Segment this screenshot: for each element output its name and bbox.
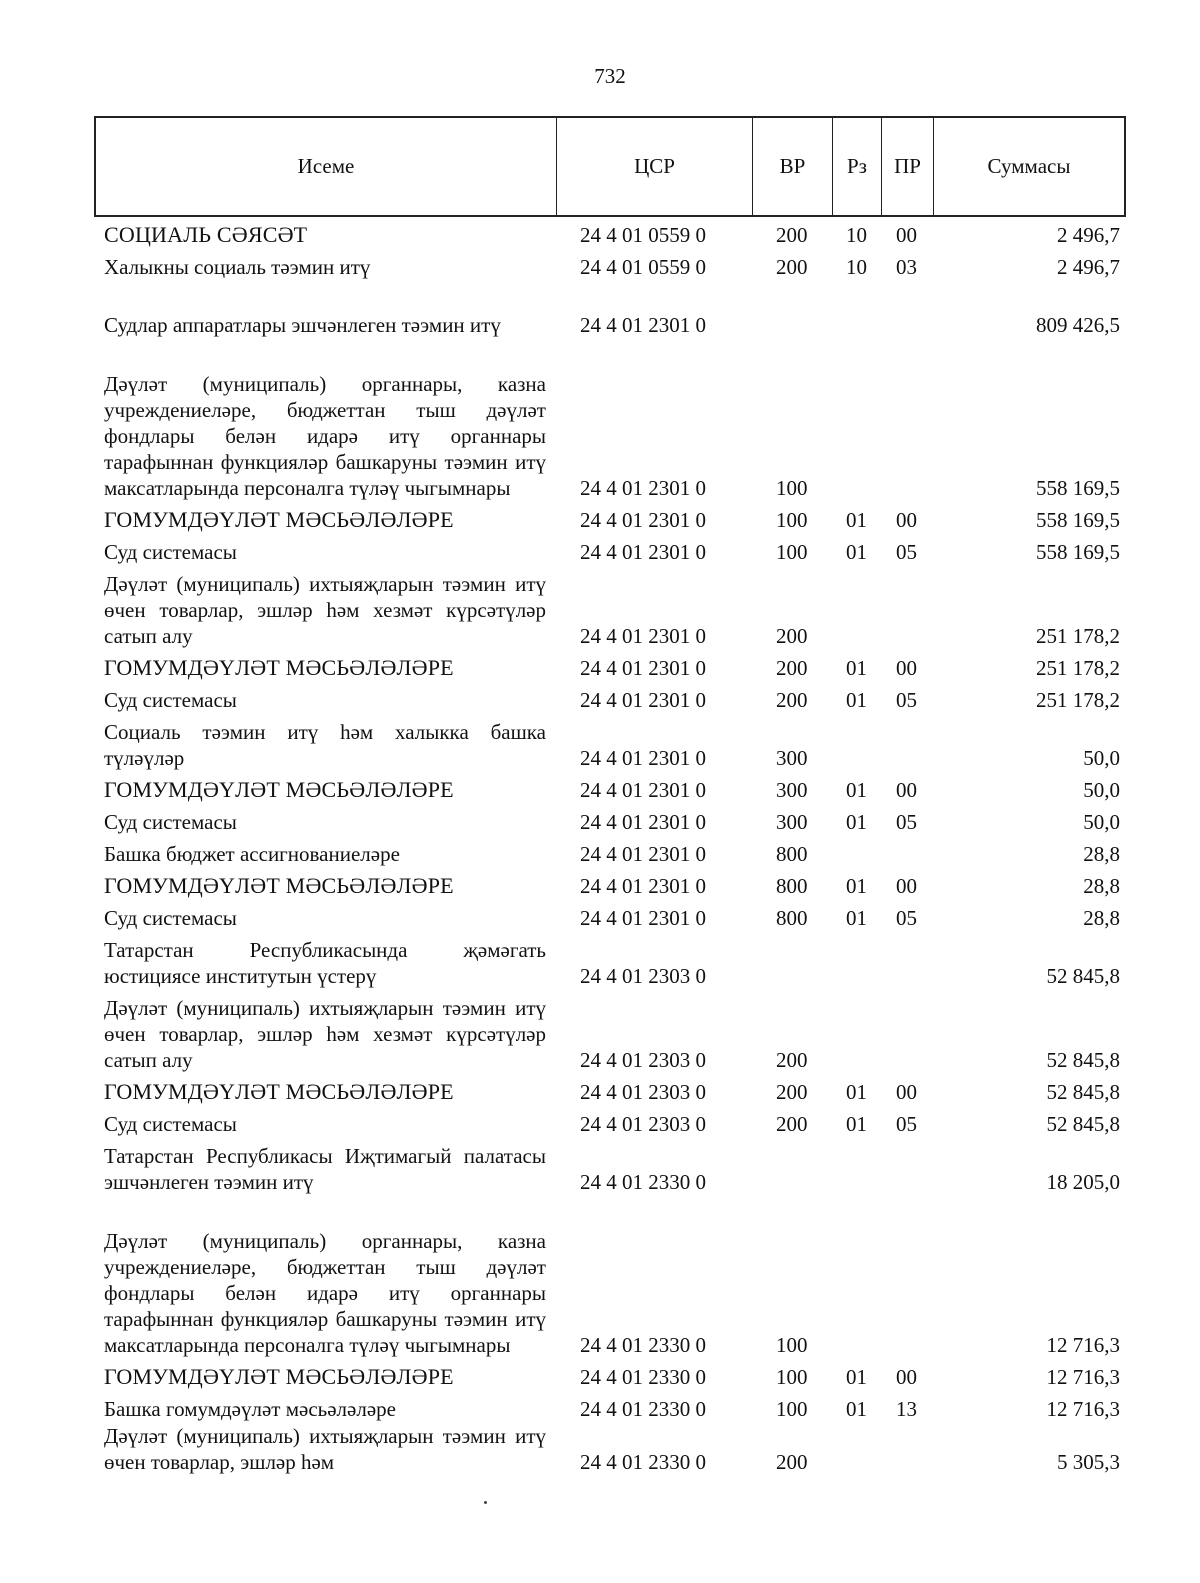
row-sum: 52 845,8 — [1046, 1112, 1120, 1136]
row-name: Татарстан Республикасында җәмәгать юстициясе институтын үстерү — [104, 938, 546, 988]
row-sum: 809 426,5 — [1036, 313, 1120, 337]
row-rz: 01 — [846, 1365, 867, 1389]
row-vr: 100 — [776, 540, 808, 564]
table-row — [0, 803, 1200, 835]
row-csr: 24 4 01 2301 0 — [580, 656, 706, 680]
row-pr: 00 — [896, 223, 917, 247]
row-rz: 01 — [846, 1080, 867, 1104]
row-name: Татарстан Республикасы Иҗтимагый палатасы эшчәнлеген тәэмин итү — [104, 1144, 546, 1194]
table-row — [0, 989, 1200, 1073]
row-vr: 200 — [776, 223, 808, 247]
row-rz: 01 — [846, 906, 867, 930]
row-name: Суд системасы — [104, 1112, 237, 1136]
row-sum: 12 716,3 — [1046, 1397, 1120, 1421]
row-name: Башка гомумдәүләт мәсьәләләре — [104, 1397, 396, 1421]
header-vr: ВР — [753, 118, 833, 215]
row-pr: 03 — [896, 255, 917, 279]
row-csr: 24 4 01 2303 0 — [580, 964, 706, 988]
row-pr: 13 — [896, 1397, 917, 1421]
header-name: Исеме — [96, 118, 557, 215]
row-sum: 28,8 — [1083, 874, 1120, 898]
row-pr: 05 — [896, 810, 917, 834]
row-sum: 50,0 — [1083, 778, 1120, 802]
row-sum: 2 496,7 — [1057, 223, 1120, 247]
row-sum: 18 205,0 — [1046, 1170, 1120, 1194]
row-sum: 558 169,5 — [1036, 508, 1120, 532]
row-name: Суд системасы — [104, 810, 237, 834]
row-name: Дәүләт (муниципаль) ихтыяҗларын тәэмин итү өчен товарлар, эшләр һәм хезмәт күрсәтүләр сатып алу — [104, 996, 546, 1072]
table-row — [0, 1105, 1200, 1137]
row-rz: 01 — [846, 1397, 867, 1421]
row-name: Башка бюджет ассигнованиеләре — [104, 842, 400, 866]
row-csr: 24 4 01 0559 0 — [580, 223, 706, 247]
row-sum: 52 845,8 — [1046, 1080, 1120, 1104]
row-name: ГОМУМДӘҮЛӘТ МӘСЬӘЛӘЛӘРЕ — [104, 655, 454, 680]
table-header — [94, 116, 1126, 217]
row-csr: 24 4 01 2330 0 — [580, 1333, 706, 1357]
table-row — [0, 1195, 1200, 1358]
row-sum: 2 496,7 — [1057, 255, 1120, 279]
row-vr: 200 — [776, 656, 808, 680]
row-name: Дәүләт (муниципаль) ихтыяҗларын тәэмин итү өчен товарлар, эшләр һәм хезмәт күрсәтүләр сатып алу — [104, 572, 546, 648]
row-vr: 200 — [776, 1112, 808, 1136]
table-row — [0, 217, 1200, 248]
table-row — [0, 1137, 1200, 1195]
row-csr: 24 4 01 0559 0 — [580, 255, 706, 279]
row-csr: 24 4 01 2301 0 — [580, 906, 706, 930]
row-pr: 05 — [896, 1112, 917, 1136]
row-sum: 50,0 — [1083, 746, 1120, 770]
row-rz: 01 — [846, 508, 867, 532]
row-name: ГОМУМДӘҮЛӘТ МӘСЬӘЛӘЛӘРЕ — [104, 1079, 454, 1104]
row-sum: 52 845,8 — [1046, 964, 1120, 988]
row-vr: 200 — [776, 1080, 808, 1104]
table-body — [0, 217, 1200, 1475]
row-name: Социаль тәэмин итү һәм халыкка башка түләүләр — [104, 720, 546, 770]
row-name: Халыкны социаль тәэмин итү — [104, 255, 371, 279]
page-number: 732 — [594, 64, 626, 88]
row-pr: 00 — [896, 778, 917, 802]
row-csr: 24 4 01 2330 0 — [580, 1450, 706, 1474]
row-vr: 200 — [776, 255, 808, 279]
row-vr: 100 — [776, 476, 808, 500]
row-sum: 5 305,3 — [1057, 1450, 1120, 1474]
header-rz: Рз — [833, 118, 882, 215]
row-rz: 10 — [846, 223, 867, 247]
row-name: Дәүләт (муниципаль) органнары, казна учреждениеләре, бюджеттан тыш дәүләт фондлары белән идарә итү органнары тарафыннан функцияләр башкаруны тәэмин итү максатларында персоналга түләү чыгымнары — [104, 1229, 546, 1357]
row-vr: 100 — [776, 508, 808, 532]
row-vr: 300 — [776, 810, 808, 834]
row-csr: 24 4 01 2301 0 — [580, 313, 706, 337]
row-name: Дәүләт (муниципаль) ихтыяҗларын тәэмин итү өчен товарлар, эшләр һәм — [104, 1424, 546, 1474]
row-csr: 24 4 01 2330 0 — [580, 1170, 706, 1194]
row-pr: 00 — [896, 1365, 917, 1389]
row-csr: 24 4 01 2301 0 — [580, 874, 706, 898]
row-csr: 24 4 01 2301 0 — [580, 810, 706, 834]
row-csr: 24 4 01 2303 0 — [580, 1112, 706, 1136]
row-name: ГОМУМДӘҮЛӘТ МӘСЬӘЛӘЛӘРЕ — [104, 873, 454, 898]
row-sum: 558 169,5 — [1036, 476, 1120, 500]
row-rz: 01 — [846, 810, 867, 834]
row-name: ГОМУМДӘҮЛӘТ МӘСЬӘЛӘЛӘРЕ — [104, 1364, 454, 1389]
table-row — [0, 899, 1200, 931]
row-rz: 01 — [846, 688, 867, 712]
row-sum: 50,0 — [1083, 810, 1120, 834]
row-csr: 24 4 01 2301 0 — [580, 842, 706, 866]
row-vr: 200 — [776, 1048, 808, 1072]
row-name: Суд системасы — [104, 688, 237, 712]
row-csr: 24 4 01 2301 0 — [580, 540, 706, 564]
table-row — [0, 1358, 1200, 1390]
row-csr: 24 4 01 2330 0 — [580, 1397, 706, 1421]
table-row — [0, 533, 1200, 565]
header-pr: ПР — [882, 118, 934, 215]
row-rz: 01 — [846, 540, 867, 564]
row-rz: 10 — [846, 255, 867, 279]
table-row — [0, 1073, 1200, 1105]
row-sum: 12 716,3 — [1046, 1333, 1120, 1357]
table-row — [0, 713, 1200, 771]
row-vr: 800 — [776, 874, 808, 898]
row-rz: 01 — [846, 778, 867, 802]
row-vr: 200 — [776, 624, 808, 648]
row-vr: 100 — [776, 1397, 808, 1421]
row-csr: 24 4 01 2301 0 — [580, 778, 706, 802]
table-row — [0, 835, 1200, 867]
row-csr: 24 4 01 2301 0 — [580, 624, 706, 648]
row-csr: 24 4 01 2301 0 — [580, 476, 706, 500]
row-rz: 01 — [846, 1112, 867, 1136]
table-row — [0, 649, 1200, 681]
table-row — [0, 280, 1200, 338]
table-row — [0, 771, 1200, 803]
row-sum: 251 178,2 — [1036, 688, 1120, 712]
row-vr: 800 — [776, 906, 808, 930]
table-row — [0, 867, 1200, 899]
row-sum: 251 178,2 — [1036, 624, 1120, 648]
header-csr: ЦСР — [557, 118, 753, 215]
row-vr: 100 — [776, 1365, 808, 1389]
row-sum: 28,8 — [1083, 842, 1120, 866]
row-name: Судлар аппаратлары эшчәнлеген тәэмин итү — [104, 313, 501, 337]
row-pr: 05 — [896, 688, 917, 712]
row-sum: 12 716,3 — [1046, 1365, 1120, 1389]
row-csr: 24 4 01 2301 0 — [580, 508, 706, 532]
row-csr: 24 4 01 2303 0 — [580, 1080, 706, 1104]
row-name: ГОМУМДӘҮЛӘТ МӘСЬӘЛӘЛӘРЕ — [104, 507, 454, 532]
row-pr: 00 — [896, 656, 917, 680]
table-row — [0, 931, 1200, 989]
row-rz: 01 — [846, 656, 867, 680]
table-row — [0, 248, 1200, 280]
row-vr: 200 — [776, 1450, 808, 1474]
row-pr: 05 — [896, 540, 917, 564]
row-pr: 00 — [896, 874, 917, 898]
row-csr: 24 4 01 2301 0 — [580, 746, 706, 770]
row-vr: 300 — [776, 746, 808, 770]
row-csr: 24 4 01 2303 0 — [580, 1048, 706, 1072]
row-vr: 100 — [776, 1333, 808, 1357]
header-sum: Суммасы — [987, 154, 1071, 178]
table-row — [0, 501, 1200, 533]
row-name: Суд системасы — [104, 906, 237, 930]
table-row — [0, 1390, 1200, 1422]
row-pr: 05 — [896, 906, 917, 930]
row-name: Дәүләт (муниципаль) органнары, казна учреждениеләре, бюджеттан тыш дәүләт фондлары белән идарә итү органнары тарафыннан функцияләр башкаруны тәэмин итү максатларында персоналга түләү чыгымнары — [104, 372, 546, 500]
table-row — [0, 338, 1200, 501]
row-vr: 800 — [776, 842, 808, 866]
row-vr: 200 — [776, 688, 808, 712]
row-csr: 24 4 01 2301 0 — [580, 688, 706, 712]
row-sum: 52 845,8 — [1046, 1048, 1120, 1072]
table-row — [0, 681, 1200, 713]
table-row — [0, 565, 1200, 649]
scan-speck — [484, 1501, 487, 1504]
row-sum: 558 169,5 — [1036, 540, 1120, 564]
row-rz: 01 — [846, 874, 867, 898]
row-sum: 28,8 — [1083, 906, 1120, 930]
row-sum: 251 178,2 — [1036, 656, 1120, 680]
table-row — [0, 1422, 1200, 1475]
row-pr: 00 — [896, 1080, 917, 1104]
row-name: СОЦИАЛЬ СӘЯСӘТ — [104, 222, 308, 247]
row-csr: 24 4 01 2330 0 — [580, 1365, 706, 1389]
row-name: ГОМУМДӘҮЛӘТ МӘСЬӘЛӘЛӘРЕ — [104, 777, 454, 802]
row-pr: 00 — [896, 508, 917, 532]
row-name: Суд системасы — [104, 540, 237, 564]
row-vr: 300 — [776, 778, 808, 802]
